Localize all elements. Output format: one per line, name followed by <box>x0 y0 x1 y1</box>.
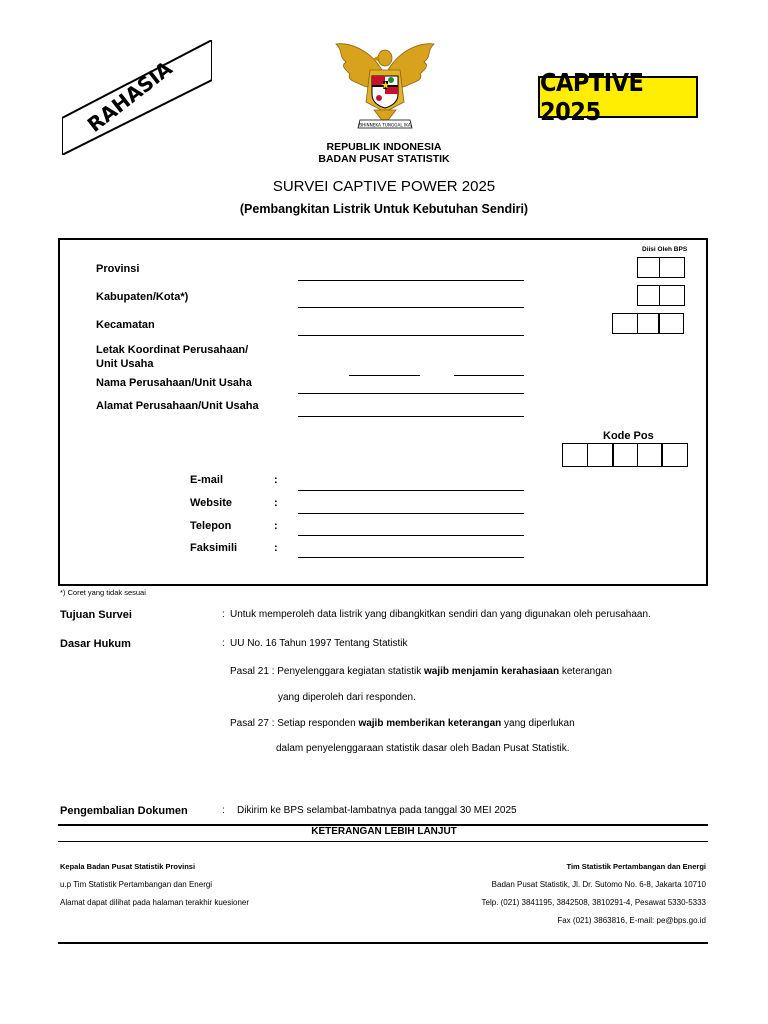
pasal-27-emphasis: wajib memberikan keterangan <box>358 718 502 729</box>
code-box[interactable] <box>659 285 685 306</box>
email-colon: : <box>274 474 278 486</box>
alamat-label: Alamat Perusahaan/Unit Usaha <box>96 400 259 412</box>
telepon-label: Telepon <box>190 520 232 532</box>
header-bps: BADAN PUSAT STATISTIK <box>318 153 450 165</box>
email-label: E-mail <box>190 474 224 486</box>
code-box[interactable] <box>637 313 660 334</box>
captive-2025-badge: CAPTIVE 2025 <box>538 76 698 118</box>
right-contact-line2: Telp. (021) 3841195, 3842508, 3810291-4, Pesawat 5330-5333 <box>481 898 706 907</box>
alamat-field[interactable] <box>298 416 524 417</box>
pengembalian-colon: : <box>222 805 225 816</box>
kode-pos-label: Kode Pos <box>603 430 654 442</box>
pasal-21-text: Pasal 21 : Penyelenggara kegiatan statistik <box>230 666 425 677</box>
pasal-21-emphasis: wajib menjamin kerahasiaan <box>424 666 560 677</box>
page-subtitle: (Pembangkitan Listrik Untuk Kebutuhan Sendiri) <box>239 202 529 216</box>
page-title: SURVEI CAPTIVE POWER 2025 <box>272 178 496 195</box>
koordinat-label-line1: Letak Koordinat Perusahaan/ <box>96 344 249 356</box>
telepon-field[interactable] <box>298 535 524 536</box>
faksimili-field[interactable] <box>298 557 524 558</box>
nama-field[interactable] <box>298 393 524 394</box>
divider-mid <box>58 841 708 842</box>
faksimili-label: Faksimili <box>190 542 238 554</box>
provinsi-code-boxes[interactable] <box>637 257 685 278</box>
latitude-field[interactable] <box>349 375 420 376</box>
kode-pos-digit[interactable] <box>661 443 688 467</box>
pasal-21-line1 <box>230 666 612 677</box>
pasal-21-line2: yang diperoleh dari responden. <box>278 692 416 703</box>
kecamatan-label: Kecamatan <box>96 319 155 331</box>
footnote: *) Coret yang tidak sesuai <box>60 588 146 597</box>
divider-bottom <box>58 942 708 944</box>
keterangan-heading: KETERANGAN LEBIH LANJUT <box>311 826 457 837</box>
rahasia-text: RAHASIA <box>82 56 177 137</box>
koordinat-label-line2: Unit Usaha <box>96 358 154 370</box>
provinsi-label: Provinsi <box>96 263 140 275</box>
right-contact-title: Tim Statistik Pertambangan dan Energi <box>566 862 706 871</box>
left-contact-title: Kepala Badan Pusat Statistik Provinsi <box>60 862 196 871</box>
kecamatan-field[interactable] <box>298 335 524 336</box>
pengembalian-label: Pengembalian Dokumen <box>60 805 188 817</box>
website-field[interactable] <box>298 513 524 514</box>
pasal-27-text-end: yang diperlukan <box>501 718 575 729</box>
kode-pos-boxes[interactable] <box>562 443 688 467</box>
pasal-27-text: Pasal 27 : Setiap responden <box>230 718 359 729</box>
left-contact-line1: u.p Tim Statistik Pertambangan dan Energi <box>60 880 213 889</box>
tujuan-colon: : <box>222 609 225 620</box>
rahasia-stamp <box>62 40 212 155</box>
kabupaten-code-boxes[interactable] <box>637 285 685 306</box>
kode-pos-digit[interactable] <box>612 443 638 467</box>
tujuan-text: Untuk memperoleh data listrik yang dibangkitkan sendiri dan yang digunakan oleh perusahaan. <box>230 609 651 620</box>
nama-label: Nama Perusahaan/Unit Usaha <box>96 377 252 389</box>
dasar-hukum-text: UU No. 16 Tahun 1997 Tentang Statistik <box>230 638 408 649</box>
emblem-motto: BHINNEKA TUNGGAL IKA <box>359 122 411 128</box>
pasal-27-line2: dalam penyelenggaraan statistik dasar oleh Badan Pusat Statistik. <box>276 743 570 754</box>
kode-pos-digit[interactable] <box>562 443 588 467</box>
kabupaten-field[interactable] <box>298 307 524 308</box>
right-contact-line3: Fax (021) 3863816, E-mail: pe@bps.go.id <box>557 916 706 925</box>
provinsi-field[interactable] <box>298 280 524 281</box>
kecamatan-code-boxes[interactable] <box>612 313 684 334</box>
kabupaten-label: Kabupaten/Kota*) <box>96 291 189 303</box>
kode-pos-digit[interactable] <box>637 443 663 467</box>
code-box[interactable] <box>612 313 638 334</box>
header-republik: REPUBLIK INDONESIA <box>326 141 442 153</box>
longitude-field[interactable] <box>454 375 524 376</box>
code-box[interactable] <box>658 313 684 334</box>
code-box[interactable] <box>637 285 660 306</box>
telepon-colon: : <box>274 520 278 532</box>
faksimili-colon: : <box>274 542 278 554</box>
kode-pos-digit[interactable] <box>587 443 614 467</box>
pasal-27-line1 <box>230 718 575 729</box>
right-contact-line1: Badan Pusat Statistik, Jl. Dr. Sutomo No. 6-8, Jakarta 10710 <box>491 880 706 889</box>
dasar-hukum-colon: : <box>222 638 225 649</box>
garuda-emblem <box>330 40 440 138</box>
pasal-21-text-end: keterangan <box>559 666 612 677</box>
dasar-hukum-label: Dasar Hukum <box>60 638 131 650</box>
pengembalian-text: Dikirim ke BPS selambat-lambatnya pada tanggal 30 MEI 2025 <box>237 805 517 816</box>
website-colon: : <box>274 497 278 509</box>
code-box[interactable] <box>659 257 685 278</box>
email-field[interactable] <box>298 490 524 491</box>
tujuan-label: Tujuan Survei <box>60 609 132 621</box>
left-contact-line2: Alamat dapat dilihat pada halaman terakhir kuesioner <box>60 898 250 907</box>
website-label: Website <box>190 497 232 509</box>
code-box[interactable] <box>637 257 660 278</box>
diisi-oleh-bps-label: Diisi Oleh BPS <box>642 246 688 253</box>
